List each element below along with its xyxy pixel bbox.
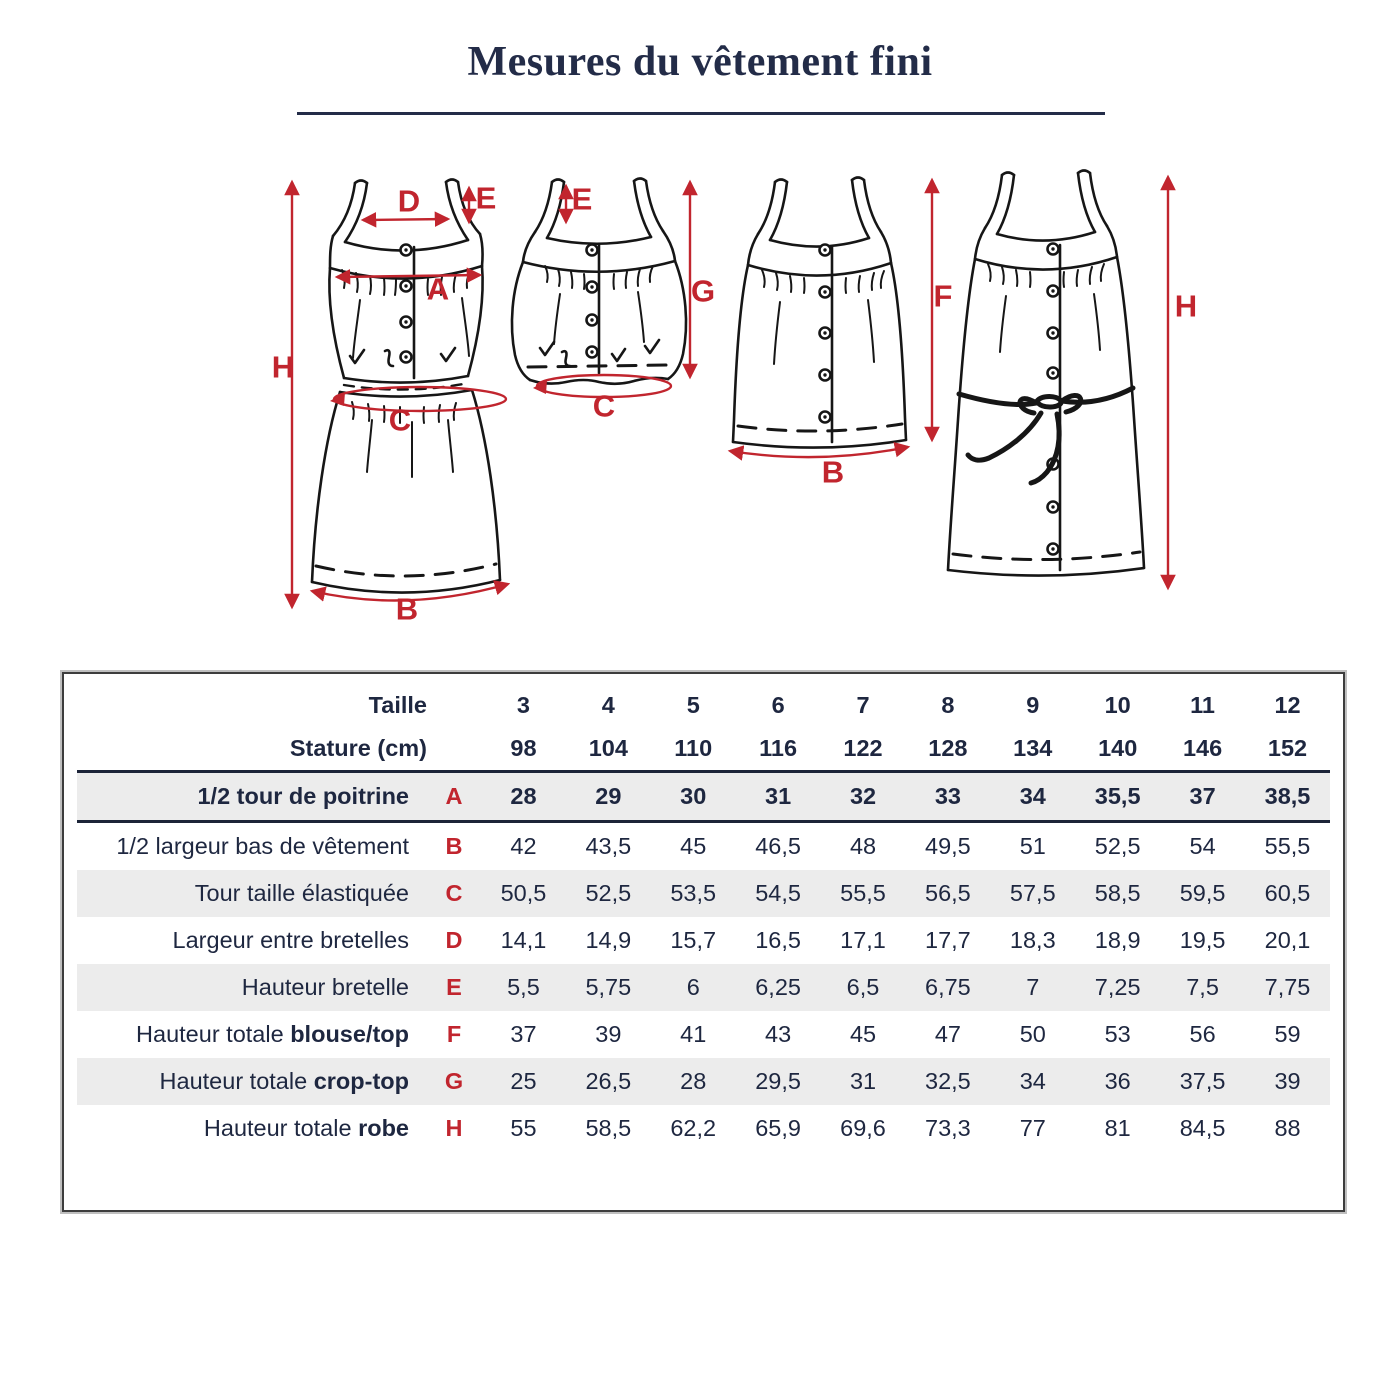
stature-value: 116 [736,727,821,772]
measure-value: 56,5 [905,870,990,917]
measure-value: 30 [651,772,736,822]
measure-value: 47 [934,1021,961,1047]
size-column-header: 7 [856,692,870,718]
stature-value: 104 [566,727,651,772]
measure-value: 45 [849,1021,877,1047]
measure-value: 31 [736,772,821,822]
stature-value: 122 [821,727,906,772]
dim-label-crop-C: C [592,388,616,424]
letter-column-spacer [427,727,481,772]
stature-value: 110 [651,727,736,772]
dim-label-crop-G: G [690,273,716,309]
measure-row-F [77,1011,1330,1058]
measure-value: 17,1 [840,927,886,953]
measure-value: 51 [1019,833,1046,859]
measure-value: 37 [510,1021,537,1047]
measure-label-bold-text: 1/2 tour de poitrine [197,783,409,809]
measure-value: 5,75 [566,964,651,1011]
dim-label-dress-B: B [395,591,419,627]
letter-column-spacer [427,684,481,727]
measure-row-label [77,870,427,917]
measure-value: 55 [510,1115,537,1141]
size-column-header: 5 [686,692,700,718]
measure-value: 19,5 [1179,927,1226,953]
measure-value: 29 [566,772,651,822]
measure-value: 57,5 [990,870,1075,917]
measure-value: 54 [1189,833,1216,859]
measure-label-text: Hauteur totale [203,1115,359,1141]
measure-row-B [77,822,1330,871]
measure-label-bold-text: crop-top [313,1068,409,1094]
measure-letter: E [427,964,481,1011]
stature-value: 134 [990,727,1075,772]
measure-value: 58,5 [585,1115,632,1141]
measure-row-label [77,822,427,871]
measure-letter: C [427,870,481,917]
measure-value: 55,5 [1264,833,1311,859]
measure-value: 50 [1019,1021,1046,1047]
measure-value: 59,5 [1160,870,1245,917]
title-underline [297,112,1105,115]
measure-letter: H [445,1115,463,1141]
measure-value: 29,5 [736,1058,821,1105]
measure-value: 14,9 [585,927,632,953]
taille-header-label: Taille [368,692,427,718]
measure-value: 81 [1104,1115,1131,1141]
measure-value: 41 [680,1021,707,1047]
measure-value: 62,2 [670,1115,717,1141]
measure-row-H [77,1105,1330,1152]
measure-value: 43 [765,1021,792,1047]
measure-label-bold-text: blouse/top [290,1021,409,1047]
measure-value: 60,5 [1245,870,1330,917]
measure-value: 58,5 [1075,870,1160,917]
measure-value: 53 [1104,1021,1131,1047]
size-column-header: 3 [516,692,530,718]
size-column-header: 12 [1274,692,1301,718]
measure-value: 18,3 [1009,927,1056,953]
measure-value: 31 [821,1058,906,1105]
measure-value: 65,9 [755,1115,801,1141]
measure-value: 14,1 [500,927,547,953]
measure-value: 5,5 [481,964,566,1011]
measure-letter: A [427,772,481,822]
stature-value: 98 [481,727,566,772]
size-column-header: 10 [1104,692,1131,718]
stature-header-label: Stature (cm) [77,727,427,772]
measure-value: 36 [1075,1058,1160,1105]
stature-value: 146 [1160,727,1245,772]
measure-value: 6,75 [905,964,990,1011]
measure-value: 54,5 [736,870,821,917]
measure-value: 18,9 [1094,927,1141,953]
measure-value: 35,5 [1075,772,1160,822]
measure-value: 7,25 [1075,964,1160,1011]
measure-letter: G [427,1058,481,1105]
measure-value: 6,5 [821,964,906,1011]
measure-label-bold-text: robe [358,1115,409,1141]
garment-drawings-svg [0,120,1400,640]
measure-letter: B [445,833,463,859]
measure-value: 15,7 [670,927,717,953]
measure-label-text: Largeur entre bretelles [172,927,409,953]
measure-row-G [77,1058,1330,1105]
measure-value: 17,7 [925,927,971,953]
measure-value: 7 [990,964,1075,1011]
measure-value: 39 [1245,1058,1330,1105]
measure-value: 52,5 [1094,833,1141,859]
measure-value: 50,5 [481,870,566,917]
measure-label-text: Hauteur bretelle [241,974,409,1000]
measure-value: 32 [821,772,906,822]
measure-value: 28 [481,772,566,822]
measure-value: 28 [651,1058,736,1105]
measure-row-label [77,964,427,1011]
crop-top-drawing [512,179,686,384]
table-row-stature [77,727,1330,772]
measure-letter: F [446,1021,462,1047]
robe-drawing [948,171,1144,576]
measure-value: 46,5 [755,833,801,859]
measure-value: 49,5 [925,833,971,859]
dim-label-blouse-B: B [821,454,845,490]
measure-value: 55,5 [821,870,906,917]
blouse-top-drawing [733,178,906,448]
size-column-header: 8 [941,692,955,718]
measure-label-text: Tour taille élastiquée [194,880,409,906]
dim-label-crop-E: E [571,181,593,217]
stature-value: 152 [1245,727,1330,772]
measure-value: 38,5 [1245,772,1330,822]
size-column-header: 9 [1026,692,1040,718]
measure-value: 25 [481,1058,566,1105]
measure-value: 53,5 [651,870,736,917]
measure-value: 42 [510,833,537,859]
measure-value: 69,6 [840,1115,886,1141]
measure-value: 73,3 [925,1115,971,1141]
measure-value: 45 [680,833,707,859]
measure-value: 84,5 [1179,1115,1226,1141]
measure-value: 34 [990,772,1075,822]
measure-value: 59 [1274,1021,1301,1047]
stature-value: 140 [1075,727,1160,772]
measure-label-text: Hauteur totale [159,1068,314,1094]
measure-row-label [77,1105,427,1152]
measure-value: 7,75 [1245,964,1330,1011]
measure-row-label [77,1011,427,1058]
measure-value: 34 [990,1058,1075,1105]
measure-row-D [77,917,1330,964]
measure-value: 32,5 [905,1058,990,1105]
measure-letter: D [445,927,463,953]
dim-label-dress-E: E [475,180,497,216]
dim-label-blouse-F: F [933,278,953,314]
measure-value: 6,25 [736,964,821,1011]
dim-label-dress-A: A [426,271,450,307]
measure-value: 88 [1274,1115,1301,1141]
measure-value: 16,5 [755,927,801,953]
measure-value: 33 [905,772,990,822]
measure-label-text: 1/2 largeur bas de vêtement [116,833,409,859]
dress-dimension-arrows [292,182,508,607]
measure-row-E [77,964,1330,1011]
measurement-table-card [62,672,1345,1212]
measure-value: 7,5 [1160,964,1245,1011]
size-column-header: 4 [601,692,615,718]
measure-label-text: Hauteur totale [136,1021,291,1047]
measure-row-label [77,917,427,964]
garment-diagrams [0,120,1400,640]
dim-label-dress-H: H [271,349,295,385]
measure-value: 48 [849,833,877,859]
measurement-table [77,684,1330,1152]
measure-value: 39 [595,1021,622,1047]
measure-row-A [77,772,1330,822]
measure-value: 37 [1160,772,1245,822]
dim-label-dress-D: D [397,183,421,219]
table-row-taille [77,684,1330,727]
size-column-header: 11 [1190,692,1215,718]
measure-value: 52,5 [566,870,651,917]
measure-value: 43,5 [585,833,632,859]
size-column-header: 6 [771,692,785,718]
dim-label-dress-C: C [388,402,412,438]
stature-value: 128 [905,727,990,772]
measure-row-label [77,772,427,822]
measure-value: 26,5 [566,1058,651,1105]
measure-value: 37,5 [1160,1058,1245,1105]
measure-value: 20,1 [1264,927,1311,953]
dim-label-robe-H: H [1174,288,1198,324]
page-title: Mesures du vêtement fini [467,39,933,85]
measure-value: 77 [1019,1115,1046,1141]
measure-row-C [77,870,1330,917]
measure-row-label [77,1058,427,1105]
measure-value: 6 [651,964,736,1011]
measure-value: 56 [1189,1021,1216,1047]
